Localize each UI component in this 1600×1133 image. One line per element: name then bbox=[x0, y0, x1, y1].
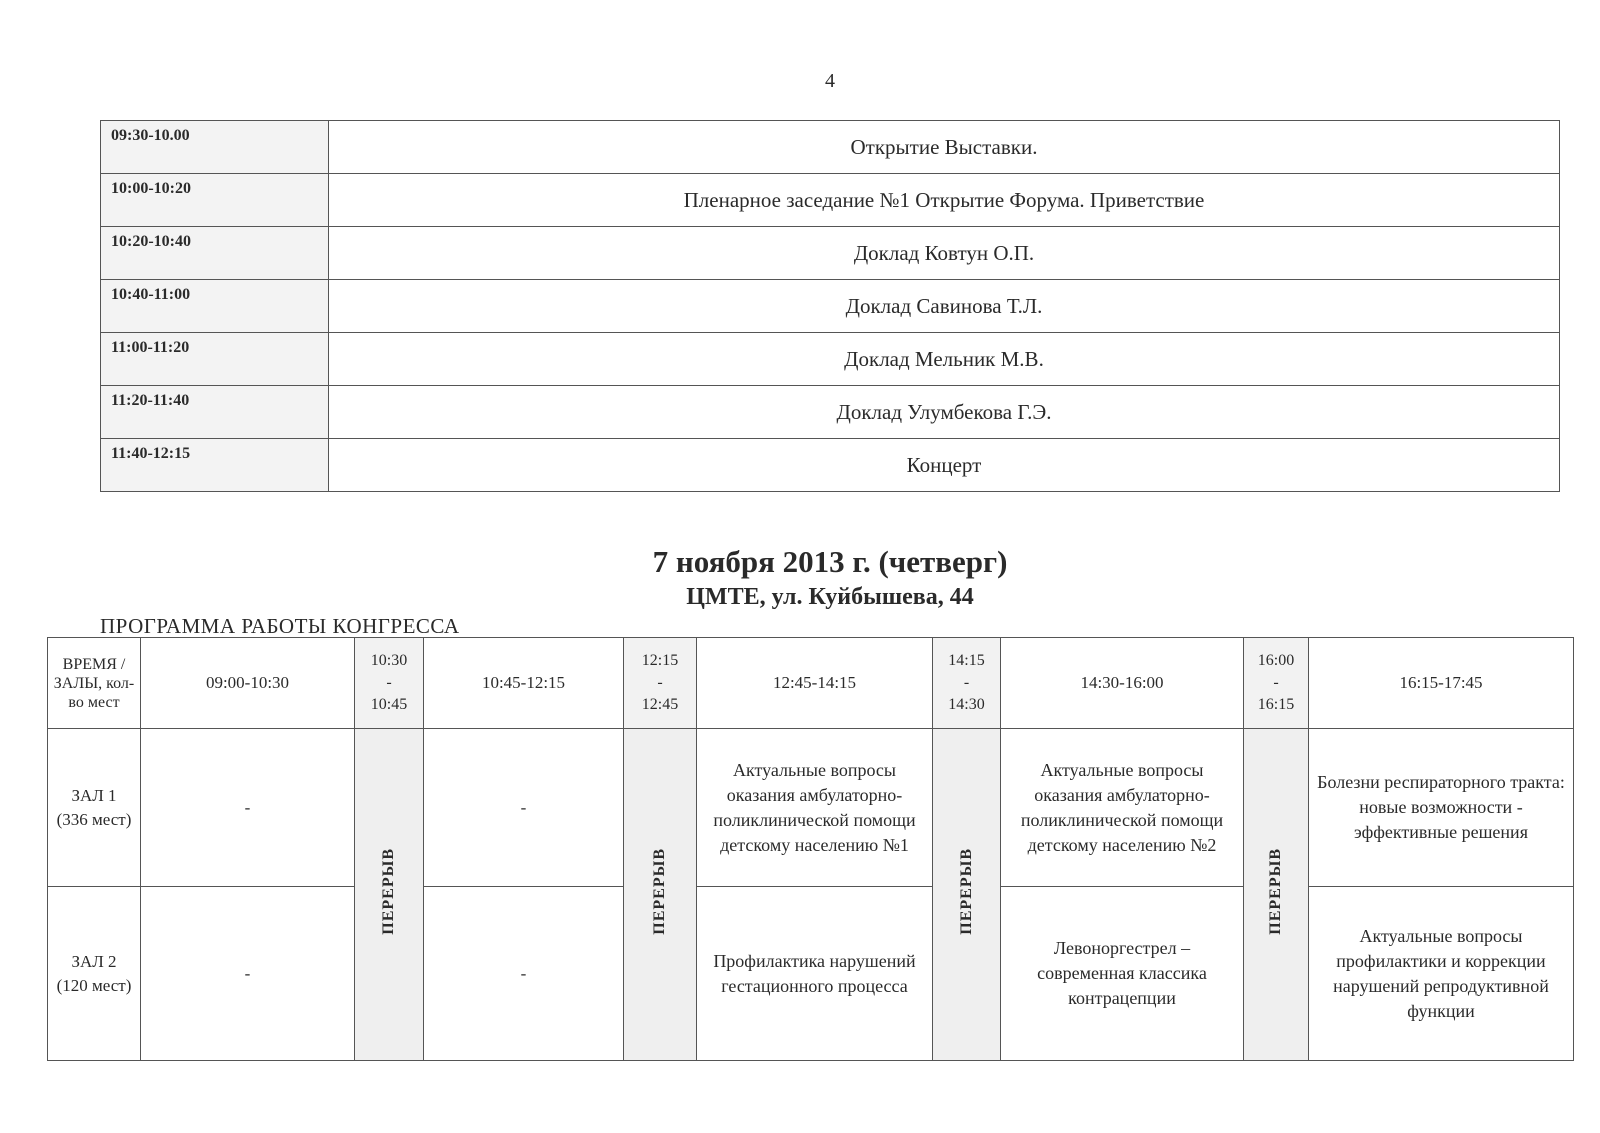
schedule-row bbox=[101, 227, 1560, 280]
break-dash: - bbox=[657, 674, 663, 691]
session-cell bbox=[1001, 729, 1244, 887]
session-title: Актуальные вопросы оказания амбулаторно-поликлинической помощи детскому населению №1 bbox=[713, 759, 916, 855]
hall-label-text: ЗАЛ 2 (120 мест) bbox=[56, 951, 132, 995]
break-end: 12:45 bbox=[641, 696, 679, 713]
break-start: 12:15 bbox=[641, 652, 679, 669]
break-end: 16:15 bbox=[1257, 696, 1295, 713]
congress-program-table bbox=[47, 637, 1574, 1061]
session-title: Профилактика нарушений гестационного процесса bbox=[713, 950, 916, 996]
schedule-row bbox=[101, 280, 1560, 333]
program-header-row bbox=[48, 638, 1574, 729]
hall-label-text: ЗАЛ 1 (336 мест) bbox=[56, 785, 132, 829]
session-title: Левоноргестрел – современная классика контрацепции bbox=[1037, 938, 1207, 1008]
time-halls-header: ВРЕМЯ /ЗАЛЫ, кол-во мест bbox=[48, 638, 141, 729]
break-column bbox=[933, 729, 1001, 1061]
session-cell: - bbox=[424, 729, 624, 887]
schedule-event: Доклад Мельник М.В. bbox=[329, 333, 1560, 386]
schedule-time: 11:40-12:15 bbox=[101, 439, 329, 492]
session-cell: - bbox=[141, 729, 355, 887]
hall-row bbox=[48, 729, 1574, 887]
session-title: Актуальные вопросы оказания амбулаторно-поликлинической помощи детскому населению №2 bbox=[1020, 759, 1224, 855]
venue-address: ЦМТЕ, ул. Куйбышева, 44 bbox=[686, 584, 974, 610]
slot-header: 10:45-12:15 bbox=[424, 638, 624, 729]
hall-row bbox=[48, 887, 1574, 1061]
opening-schedule-table bbox=[100, 120, 1560, 492]
break-label: ПЕРЕРЫВ bbox=[957, 847, 975, 935]
schedule-event: Открытие Выставки. bbox=[329, 121, 1560, 174]
slot-header: 09:00-10:30 bbox=[141, 638, 355, 729]
break-time-header bbox=[1244, 638, 1309, 729]
slot-header: 14:30-16:00 bbox=[1001, 638, 1244, 729]
schedule-time: 10:20-10:40 bbox=[101, 227, 329, 280]
session-cell bbox=[1309, 887, 1574, 1061]
schedule-time: 11:00-11:20 bbox=[101, 333, 329, 386]
schedule-time: 10:00-10:20 bbox=[101, 174, 329, 227]
break-column bbox=[1244, 729, 1309, 1061]
schedule-event: Концерт bbox=[329, 439, 1560, 492]
schedule-event: Доклад Улумбекова Г.Э. bbox=[329, 386, 1560, 439]
break-label: ПЕРЕРЫВ bbox=[380, 847, 397, 935]
break-end: 10:45 bbox=[370, 696, 408, 713]
break-start: 14:15 bbox=[948, 652, 985, 669]
schedule-event: Доклад Савинова Т.Л. bbox=[329, 280, 1560, 333]
schedule-row bbox=[101, 386, 1560, 439]
break-label: ПЕРЕРЫВ bbox=[1267, 847, 1284, 935]
schedule-event: Пленарное заседание №1 Открытие Форума. Приветствие bbox=[329, 174, 1560, 227]
slot-header: 16:15-17:45 bbox=[1309, 638, 1574, 729]
break-column bbox=[624, 729, 697, 1061]
break-start: 10:30 bbox=[370, 652, 408, 669]
break-time-header bbox=[933, 638, 1001, 729]
break-time-header bbox=[624, 638, 697, 729]
schedule-row bbox=[101, 439, 1560, 492]
schedule-event: Доклад Ковтун О.П. bbox=[329, 227, 1560, 280]
break-dash: - bbox=[1273, 674, 1279, 691]
schedule-time: 11:20-11:40 bbox=[101, 386, 329, 439]
schedule-row bbox=[101, 174, 1560, 227]
session-cell bbox=[1001, 887, 1244, 1061]
session-cell bbox=[1309, 729, 1574, 887]
schedule-time: 10:40-11:00 bbox=[101, 280, 329, 333]
break-label: ПЕРЕРЫВ bbox=[651, 847, 668, 935]
schedule-time: 09:30-10.00 bbox=[101, 121, 329, 174]
session-cell: - bbox=[424, 887, 624, 1061]
session-cell bbox=[697, 887, 933, 1061]
schedule-row bbox=[101, 333, 1560, 386]
break-start: 16:00 bbox=[1257, 652, 1295, 669]
hall-label bbox=[48, 729, 141, 887]
program-title: ПРОГРАММА РАБОТЫ КОНГРЕССА bbox=[100, 614, 460, 638]
day-title: 7 ноября 2013 г. (четверг) bbox=[652, 544, 1008, 579]
session-title: Болезни респираторного тракта: новые возможности - эффективные решения bbox=[1317, 772, 1565, 842]
schedule-row bbox=[101, 121, 1560, 174]
break-time-header bbox=[355, 638, 424, 729]
break-column bbox=[355, 729, 424, 1061]
slot-header: 12:45-14:15 bbox=[697, 638, 933, 729]
break-end: 14:30 bbox=[948, 696, 985, 713]
hall-label bbox=[48, 887, 141, 1061]
session-cell bbox=[697, 729, 933, 887]
session-title: Актуальные вопросы профилактики и коррекции нарушений репродуктивной функции bbox=[1333, 925, 1549, 1021]
page-number: 4 bbox=[825, 70, 835, 92]
session-cell: - bbox=[141, 887, 355, 1061]
break-dash: - bbox=[386, 674, 392, 691]
break-dash: - bbox=[963, 674, 970, 691]
